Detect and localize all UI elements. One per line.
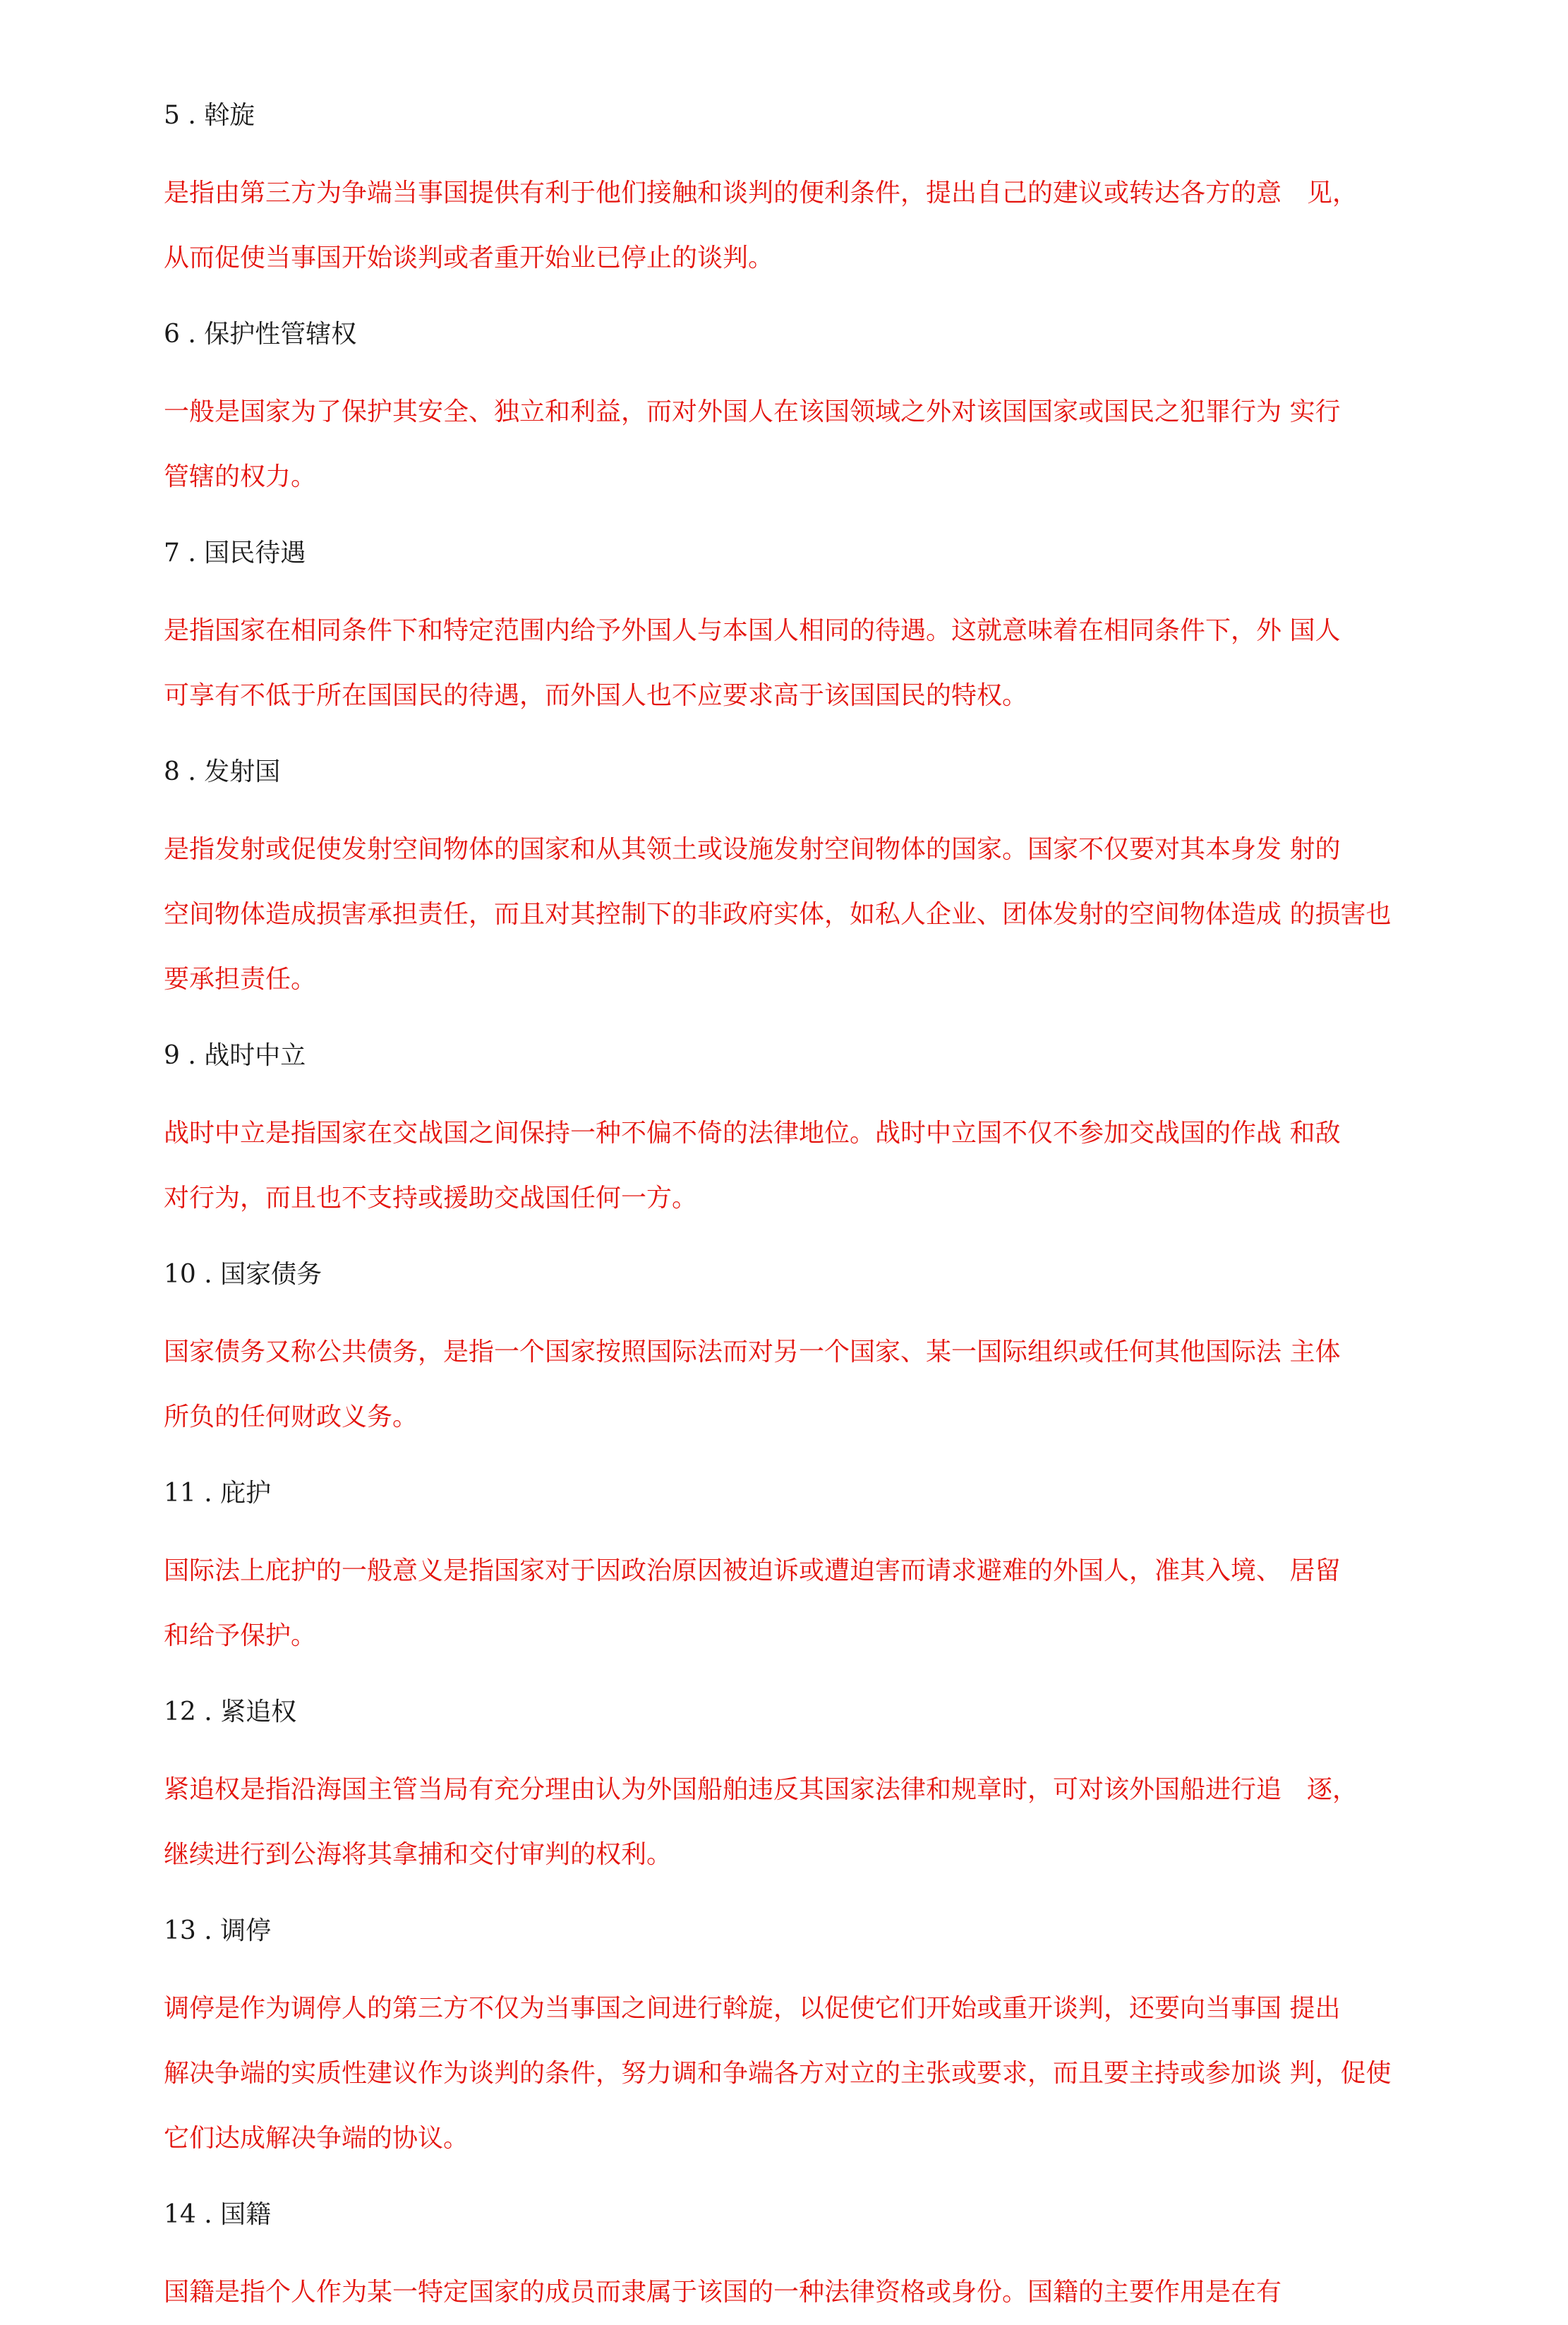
- definition-line: 所负的任何财政义务。: [164, 1402, 418, 1431]
- definition-line: 继续进行到公海将其拿捕和交付审判的权利。: [164, 1840, 673, 1869]
- glossary-entry: [164, 1909, 1462, 2192]
- entry-term: 5 . 斡旋: [164, 101, 255, 130]
- glossary-entry: [164, 750, 1462, 1033]
- entry-definition: [164, 817, 1462, 1012]
- entry-definition: [164, 1320, 1462, 1450]
- definition-line: 要承担责任。: [164, 965, 317, 994]
- entry-term: 9 . 战时中立: [164, 1041, 306, 1070]
- glossary-entry: [164, 1033, 1462, 1252]
- entry-term: 10 . 国家债务: [164, 1260, 322, 1289]
- definition-line: 可享有不低于所在国国民的待遇，而外国人也不应要求高于该国国民的特权。: [164, 681, 1028, 710]
- definition-line: 紧追权是指沿海国主管当局有充分理由认为外国船舶违反其国家法律和规章时，可对该外国船进行追 逐，: [164, 1775, 1358, 1804]
- glossary-entry: [164, 93, 1462, 312]
- definition-line: 国家债务又称公共债务，是指一个国家按照国际法而对另一个国家、某一国际组织或任何其他国际法 主体: [164, 1338, 1341, 1366]
- entry-term: 12 . 紧追权: [164, 1698, 297, 1726]
- definition-line: 空间物体造成损害承担责任，而且对其控制下的非政府实体，如私人企业、团体发射的空间物体造成 的损害也: [164, 900, 1392, 929]
- glossary-entry: [164, 1471, 1462, 1690]
- entry-term: 14 . 国籍: [164, 2200, 272, 2229]
- glossary-entry: [164, 531, 1462, 750]
- definition-line: 它们达成解决争端的协议。: [164, 2124, 469, 2153]
- definition-line: 国际法上庇护的一般意义是指国家对于因政治原因被迫诉或遭迫害而请求避难的外国人，准其入境、 居留: [164, 1556, 1341, 1585]
- definition-line: 调停是作为调停人的第三方不仅为当事国之间进行斡旋，以促使它们开始或重开谈判，还要向当事国 提出: [164, 1994, 1341, 2023]
- entry-definition: [164, 2260, 1462, 2325]
- entry-term: 8 . 发射国: [164, 757, 281, 786]
- entry-term: 11 . 庇护: [164, 1479, 272, 1508]
- definition-line: 和给予保护。: [164, 1621, 317, 1650]
- definition-line: 是指国家在相同条件下和特定范围内给予外国人与本国人相同的待遇。这就意味着在相同条件下，外 国人: [164, 616, 1341, 645]
- definition-line: 解决争端的实质性建议作为谈判的条件，努力调和争端各方对立的主张或要求，而且要主持或参加谈 判，促使: [164, 2059, 1392, 2088]
- entry-definition: [164, 1758, 1462, 1887]
- definition-line: 是指发射或促使发射空间物体的国家和从其领土或设施发射空间物体的国家。国家不仅要对其本身发 射的: [164, 835, 1341, 864]
- entry-term: 6 . 保护性管辖权: [164, 320, 357, 349]
- definition-line: 管辖的权力。: [164, 462, 317, 491]
- entry-term: 13 . 调停: [164, 1916, 272, 1945]
- glossary-entry: [164, 312, 1462, 531]
- entry-definition: [164, 1101, 1462, 1231]
- entry-term: 7 . 国民待遇: [164, 539, 306, 567]
- glossary-entry: [164, 1252, 1462, 1471]
- definition-line: 对行为，而且也不支持或援助交战国任何一方。: [164, 1184, 698, 1213]
- entry-definition: [164, 599, 1462, 728]
- glossary-entry: [164, 1690, 1462, 1909]
- definition-line: 从而促使当事国开始谈判或者重开始业已停止的谈判。: [164, 244, 774, 272]
- definition-line: 是指由第三方为争端当事国提供有利于他们接触和谈判的便利条件，提出自己的建议或转达各方的意 见，: [164, 179, 1358, 208]
- glossary-entry: [164, 2192, 1462, 2325]
- definition-line: 国籍是指个人作为某一特定国家的成员而隶属于该国的一种法律资格或身份。国籍的主要作用是在有: [164, 2278, 1282, 2307]
- definition-line: 一般是国家为了保护其安全、独立和利益，而对外国人在该国领域之外对该国国家或国民之犯罪行为 实行: [164, 397, 1341, 426]
- entry-definition: [164, 161, 1462, 291]
- entry-definition: [164, 380, 1462, 510]
- glossary-body: [164, 93, 1462, 2325]
- entry-definition: [164, 1539, 1462, 1669]
- definition-line: 战时中立是指国家在交战国之间保持一种不偏不倚的法律地位。战时中立国不仅不参加交战国的作战 和敌: [164, 1119, 1341, 1148]
- entry-definition: [164, 1976, 1462, 2171]
